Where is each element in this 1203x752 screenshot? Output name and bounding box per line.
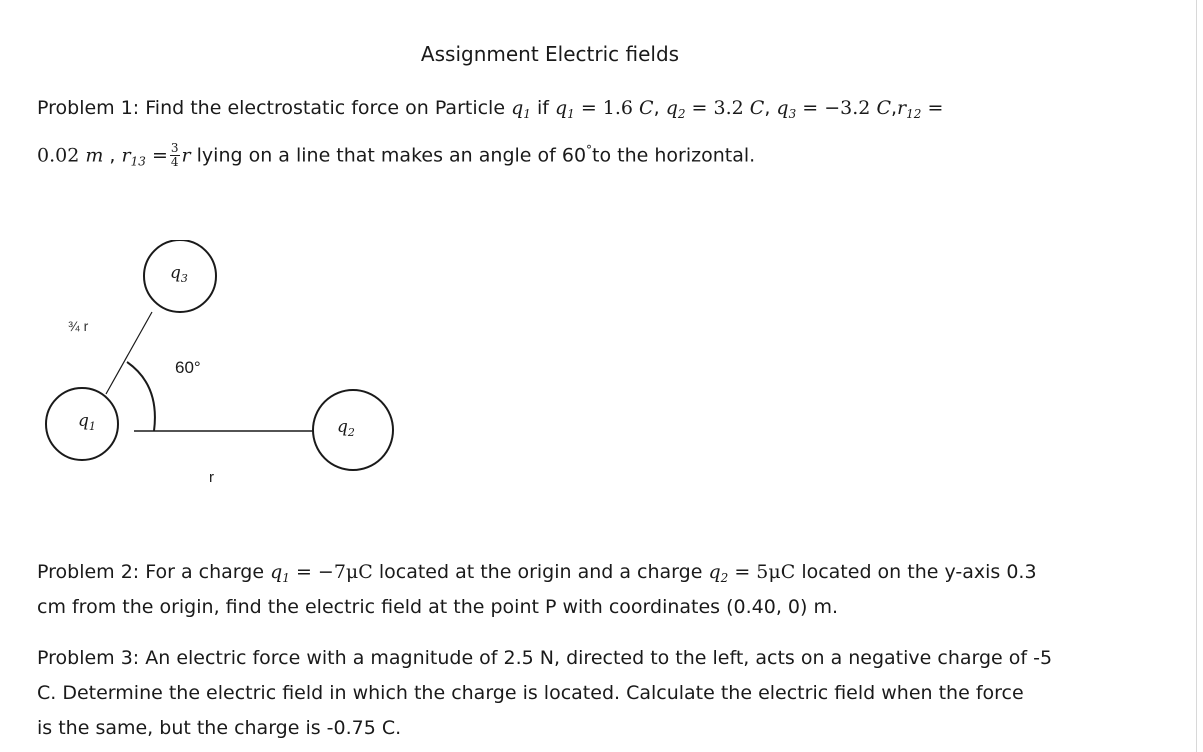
q1-subscript-2: 1 [567,107,575,121]
equals-end: = [927,97,944,119]
fraction-denominator: 4 [170,155,179,170]
unit-c-3: C [876,97,891,119]
r12-unit: m [85,144,104,167]
q1-symbol: q [511,97,524,119]
problem-3-line-1: Problem 3: An electric force with a magnitude of 2.5 N, directed to the left, acts on a negative charge of -5 [37,647,1053,669]
p2-q1-value: = −7μC [295,561,373,583]
problem-2-text-b: located at the origin and a charge [378,561,703,583]
problem-1-text-c: to the horizontal. [592,144,756,167]
p2-q2-subscript: 2 [720,571,729,585]
p2-q1-subscript: 1 [282,571,290,585]
p2-q2-symbol: q [708,561,721,583]
r12-subscript: 12 [906,107,922,121]
distance-12-label: r [209,469,214,486]
q1-subscript: 1 [523,107,531,121]
problem-3-line-3: is the same, but the charge is -0.75 C. [37,717,402,739]
problem-1-text-b: lying on a line that makes an angle of 60 [196,144,587,167]
unit-c-2: C [749,97,765,119]
r13-subscript: 13 [130,154,146,169]
problem-1-label: Problem 1: [37,97,140,119]
q2-subscript: 2 [677,107,686,121]
r-symbol: r [181,144,191,167]
problem-1-text-a: Find the electrostatic force on Particle [145,97,506,119]
q3-label: $q_3$ [170,263,188,285]
p2-q2-value: = 5μC [734,561,796,583]
degree-sign: ° [586,143,593,157]
if-word: if [536,97,549,119]
problem-1-line-2: 0.02 m , $r_{13}$ = $\frac{3}{4}$ r lying on a line that makes an angle of 60°to the horizontal. [37,141,756,170]
q2-label: $q_2$ [337,417,355,439]
q3-subscript: 3 [788,107,797,121]
r12-symbol: r [897,97,907,119]
problem-1-line-1: Problem 1: Find the electrostatic force on Particle $q_1$ if $q_1 = 1.6$ C, $q_2 = 3.2$ C, $q_3 = -3.2$ $C,r_{12}$ = [37,97,944,121]
problem-2-text-c: located on the y-axis 0.3 [801,561,1037,583]
q2-symbol: q [665,97,678,119]
problem-2-line-2: cm from the origin, find the electric field at the point P with coordinates (0.40, 0) m. [37,596,838,618]
r13-equals: = [151,144,168,167]
distance-13-label: ¾ r [68,318,89,334]
document-title: Assignment Electric fields [420,42,680,66]
q3-symbol: q [776,97,789,119]
problem-3-line-2: C. Determine the electric field in which the charge is located. Calculate the electric field when the force [37,682,1024,704]
three-quarters-fraction [170,142,180,169]
q1-value: = 1.6 [580,97,633,119]
r13-symbol: r [121,144,131,167]
r12-value: 0.02 [37,144,80,167]
fraction-numerator: 3 [170,141,179,156]
unit-c-1: C [639,97,654,119]
q1-symbol-2: q [554,97,568,119]
charge-diagram [30,240,410,500]
q2-value: = 3.2 [691,97,744,119]
angle-arc [127,362,155,431]
problem-2-text-a: For a charge [145,561,265,583]
problem-2-label: Problem 2: [37,561,140,583]
q3-value: = −3.2 [802,97,871,119]
p2-q1-symbol: q [270,561,283,583]
q1-label: $q_1$ [78,411,96,433]
angle-label: 60° [175,358,201,377]
